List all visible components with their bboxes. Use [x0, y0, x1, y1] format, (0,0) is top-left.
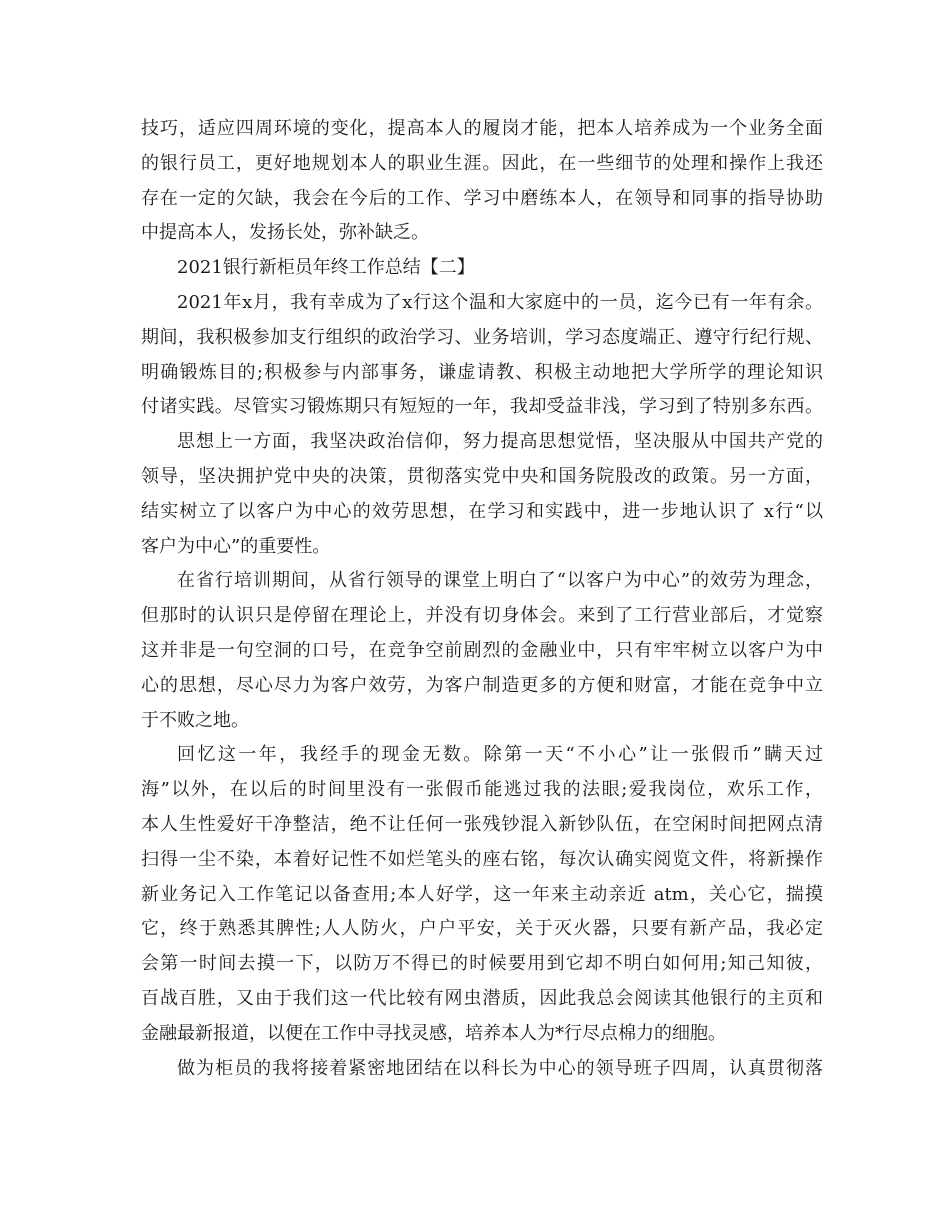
text-line: 客户为中心”的重要性。 — [141, 535, 331, 557]
text-line: 于不败之地。 — [141, 709, 249, 731]
text-line: 结实树立了以客户为中心的效劳思想，在学习和实践中，进一步地认识了 x行“以 — [141, 500, 823, 522]
paragraph — [141, 1052, 823, 1087]
text-line: 海”以外，在以后的时间里没有一张假币能逃过我的法眼;爱我岗位，欢乐工作， — [141, 779, 823, 801]
text-line: 百战百胜，又由于我们这一代比较有网虫潜质，因此我总会阅读其他银行的主页和 — [141, 987, 823, 1009]
text-line: 回忆这一年，我经手的现金无数。除第一天“不小心”让一张假币”瞒天过 — [177, 744, 823, 766]
text-line: 付诸实践。尽管实习锻炼期只有短短的一年，我却受益非浅，学习到了特别多东西。 — [141, 396, 823, 418]
text-line: 明确锻炼目的;积极参与内部事务，谦虚请教、积极主动地把大学所学的理论知识 — [141, 361, 823, 383]
heading-text: 2021银行新柜员年终工作总结【二】 — [177, 257, 475, 279]
paragraph — [141, 738, 823, 1051]
text-line: 做为柜员的我将接着紧密地团结在以科长为中心的领导班子四周，认真贯彻落 — [177, 1057, 823, 1079]
text-line: 期间，我积极参加支行组织的政治学习、业务培训，学习态度端正、遵守行纪行规、 — [141, 326, 823, 348]
section-heading — [141, 251, 823, 286]
text-line: 扫得一尘不染，本着好记性不如烂笔头的座右铭，每次认确实阅览文件，将新操作 — [141, 848, 823, 870]
text-line: 思想上一方面，我坚决政治信仰，努力提高思想觉悟，坚决服从中国共产党的 — [177, 431, 823, 453]
text-line: 技巧，适应四周环境的变化，提高本人的履岗才能，把本人培养成为一个业务全面 — [141, 118, 823, 139]
paragraph — [141, 286, 823, 425]
text-line: 的银行员工，更好地规划本人的职业生涯。因此，在一些细节的处理和操作上我还 — [141, 152, 823, 174]
text-line: 会第一时间去摸一下，以防万不得已的时候要用到它却不明白如何用;知己知彼， — [141, 953, 823, 975]
paragraph — [141, 112, 823, 251]
text-line: 这并非是一句空洞的口号，在竞争空前剧烈的金融业中，只有牢牢树立以客户为中 — [141, 639, 823, 661]
text-line: 领导，坚决拥护党中央的决策，贯彻落实党中央和国务院股改的政策。另一方面， — [141, 465, 823, 487]
text-line: 存在一定的欠缺，我会在今后的工作、学习中磨练本人，在领导和同事的指导协助 — [141, 187, 823, 209]
text-line: 2021年x月，我有幸成为了x行这个温和大家庭中的一员，迄今已有一年有余。 — [177, 291, 823, 313]
text-line: 金融最新报道，以便在工作中寻找灵感，培养本人为*行尽点棉力的细胞。 — [141, 1022, 726, 1044]
text-line: 它，终于熟悉其脾性;人人防火，户户平安，关于灭火器，只要有新产品，我必定 — [141, 918, 823, 940]
paragraph — [141, 564, 823, 738]
text-line: 新业务记入工作笔记以备查用;本人好学，这一年来主动亲近 atm，关心它，揣摸 — [141, 883, 823, 905]
text-line: 中提高本人，发扬长处，弥补缺乏。 — [141, 222, 429, 244]
text-line: 本人生性爱好干净整洁，绝不让任何一张残钞混入新钞队伍，在空闲时间把网点清 — [141, 813, 823, 835]
text-line: 在省行培训期间，从省行领导的课堂上明白了“以客户为中心”的效劳为理念， — [177, 570, 823, 592]
paragraph — [141, 425, 823, 564]
text-line: 心的思想，尽心尽力为客户效劳，为客户制造更多的方便和财富，才能在竞争中立 — [141, 674, 823, 696]
document-body — [141, 112, 823, 1086]
text-line: 但那时的认识只是停留在理论上，并没有切身体会。来到了工行营业部后，才觉察 — [141, 605, 823, 627]
